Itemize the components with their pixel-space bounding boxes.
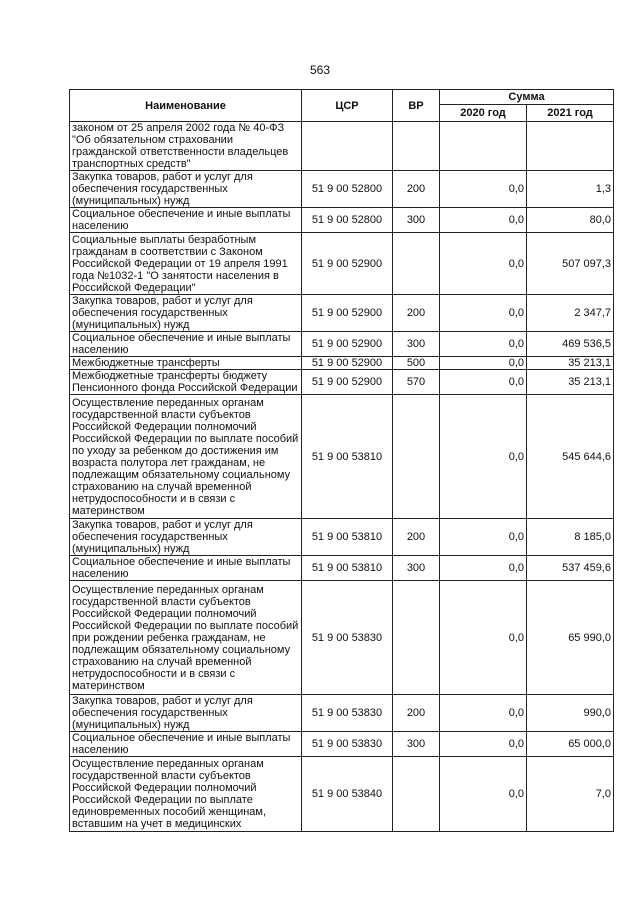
- cell-csr: 51 9 00 53840: [302, 757, 393, 832]
- header-csr: ЦСР: [302, 90, 393, 122]
- cell-csr: [302, 122, 393, 171]
- cell-sum-2021: 469 536,5: [527, 332, 614, 357]
- table-row: [70, 208, 614, 233]
- cell-csr: 51 9 00 53830: [302, 581, 393, 695]
- cell-vr: 300: [393, 332, 440, 357]
- cell-csr: 51 9 00 53810: [302, 556, 393, 581]
- table-row: [70, 757, 614, 832]
- table-row: [70, 122, 614, 171]
- cell-sum-2020: 0,0: [440, 295, 527, 332]
- table-row: [70, 556, 614, 581]
- table-row: [70, 332, 614, 357]
- cell-sum-2020: 0,0: [440, 695, 527, 732]
- cell-name: Закупка товаров, работ и услуг для обеспечения государственных (муниципальных) нужд: [70, 171, 302, 208]
- table-row: [70, 295, 614, 332]
- cell-sum-2020: 0,0: [440, 581, 527, 695]
- cell-sum-2020: 0,0: [440, 757, 527, 832]
- cell-csr: 51 9 00 53810: [302, 395, 393, 519]
- cell-vr: 300: [393, 208, 440, 233]
- cell-vr: 570: [393, 370, 440, 395]
- cell-vr: [393, 757, 440, 832]
- cell-name: Межбюджетные трансферты бюджету Пенсионного фонда Российской Федерации: [70, 370, 302, 395]
- cell-vr: 200: [393, 171, 440, 208]
- table-row: [70, 357, 614, 370]
- cell-vr: [393, 395, 440, 519]
- budget-table: [69, 89, 614, 832]
- table-row: [70, 233, 614, 295]
- cell-csr: 51 9 00 52900: [302, 370, 393, 395]
- cell-sum-2021: 35 213,1: [527, 370, 614, 395]
- cell-sum-2020: 0,0: [440, 556, 527, 581]
- cell-sum-2021: 507 097,3: [527, 233, 614, 295]
- cell-name: Социальное обеспечение и иные выплаты населению: [70, 732, 302, 757]
- cell-csr: 51 9 00 52800: [302, 171, 393, 208]
- cell-sum-2021: 80,0: [527, 208, 614, 233]
- table-row: [70, 695, 614, 732]
- header-sum: Сумма: [440, 90, 614, 105]
- cell-csr: 51 9 00 53830: [302, 695, 393, 732]
- header-name: Наименование: [70, 90, 302, 122]
- cell-sum-2021: 545 644,6: [527, 395, 614, 519]
- table-row: [70, 171, 614, 208]
- header-vr: ВР: [393, 90, 440, 122]
- cell-name: Социальные выплаты безработным гражданам в соответствии с Законом Российской Федерации от 19 апреля 1991 года №1032-1 "О занятости населения в Российской Федерации": [70, 233, 302, 295]
- cell-name: Осуществление переданных органам государственной власти субъектов Российской Федерации полномочий Российской Федерации по выплате единовременных пособий женщинам, вставшим на учет в медицинских: [70, 757, 302, 832]
- cell-sum-2021: 2 347,7: [527, 295, 614, 332]
- table-row: [70, 732, 614, 757]
- cell-sum-2021: 35 213,1: [527, 357, 614, 370]
- table-row: [70, 370, 614, 395]
- cell-vr: 300: [393, 732, 440, 757]
- table-row: [70, 395, 614, 519]
- cell-name: Закупка товаров, работ и услуг для обеспечения государственных (муниципальных) нужд: [70, 519, 302, 556]
- cell-sum-2021: 1,3: [527, 171, 614, 208]
- cell-sum-2021: 537 459,6: [527, 556, 614, 581]
- cell-vr: 300: [393, 556, 440, 581]
- cell-csr: 51 9 00 52900: [302, 357, 393, 370]
- cell-vr: [393, 233, 440, 295]
- cell-vr: [393, 581, 440, 695]
- cell-csr: 51 9 00 52900: [302, 295, 393, 332]
- cell-name: Социальное обеспечение и иные выплаты населению: [70, 208, 302, 233]
- cell-name: Закупка товаров, работ и услуг для обеспечения государственных (муниципальных) нужд: [70, 295, 302, 332]
- cell-name: Осуществление переданных органам государственной власти субъектов Российской Федерации полномочий Российской Федерации по выплате пособий по уходу за ребенком до достижения им возраста полутора лет гражданам, не подлежащим обязательному социальному страхованию на случай временной нетрудоспособности и в связи с материнством: [70, 395, 302, 519]
- page-number: 563: [309, 63, 331, 77]
- cell-sum-2020: 0,0: [440, 233, 527, 295]
- cell-sum-2021: 990,0: [527, 695, 614, 732]
- cell-vr: [393, 122, 440, 171]
- cell-name: законом от 25 апреля 2002 года № 40-ФЗ "Об обязательном страховании гражданской ответственности владельцев транспортных средств": [70, 122, 302, 171]
- cell-vr: 200: [393, 695, 440, 732]
- cell-name: Межбюджетные трансферты: [70, 357, 302, 370]
- cell-sum-2021: 7,0: [527, 757, 614, 832]
- header-year-2020: 2020 год: [440, 105, 527, 122]
- cell-sum-2020: 0,0: [440, 208, 527, 233]
- cell-sum-2021: 65 990,0: [527, 581, 614, 695]
- cell-csr: 51 9 00 53810: [302, 519, 393, 556]
- header-year-2021: 2021 год: [527, 105, 614, 122]
- table-row: [70, 519, 614, 556]
- cell-name: Осуществление переданных органам государственной власти субъектов Российской Федерации полномочий Российской Федерации по выплате пособий при рождении ребенка гражданам, не подлежащим обязательному социальному страхованию на случай временной нетрудоспособности и в связи с материнством: [70, 581, 302, 695]
- cell-sum-2021: 65 000,0: [527, 732, 614, 757]
- table-body: [70, 122, 614, 832]
- cell-sum-2020: 0,0: [440, 370, 527, 395]
- cell-csr: 51 9 00 52900: [302, 332, 393, 357]
- cell-sum-2020: 0,0: [440, 357, 527, 370]
- cell-sum-2020: 0,0: [440, 395, 527, 519]
- cell-vr: 200: [393, 295, 440, 332]
- cell-sum-2021: 8 185,0: [527, 519, 614, 556]
- cell-sum-2021: [527, 122, 614, 171]
- cell-sum-2020: 0,0: [440, 732, 527, 757]
- cell-name: Социальное обеспечение и иные выплаты населению: [70, 556, 302, 581]
- cell-sum-2020: [440, 122, 527, 171]
- cell-csr: 51 9 00 52800: [302, 208, 393, 233]
- cell-sum-2020: 0,0: [440, 519, 527, 556]
- cell-sum-2020: 0,0: [440, 332, 527, 357]
- cell-vr: 200: [393, 519, 440, 556]
- cell-name: Закупка товаров, работ и услуг для обеспечения государственных (муниципальных) нужд: [70, 695, 302, 732]
- table-row: [70, 581, 614, 695]
- cell-name: Социальное обеспечение и иные выплаты населению: [70, 332, 302, 357]
- cell-csr: 51 9 00 53830: [302, 732, 393, 757]
- cell-vr: 500: [393, 357, 440, 370]
- cell-csr: 51 9 00 52900: [302, 233, 393, 295]
- cell-sum-2020: 0,0: [440, 171, 527, 208]
